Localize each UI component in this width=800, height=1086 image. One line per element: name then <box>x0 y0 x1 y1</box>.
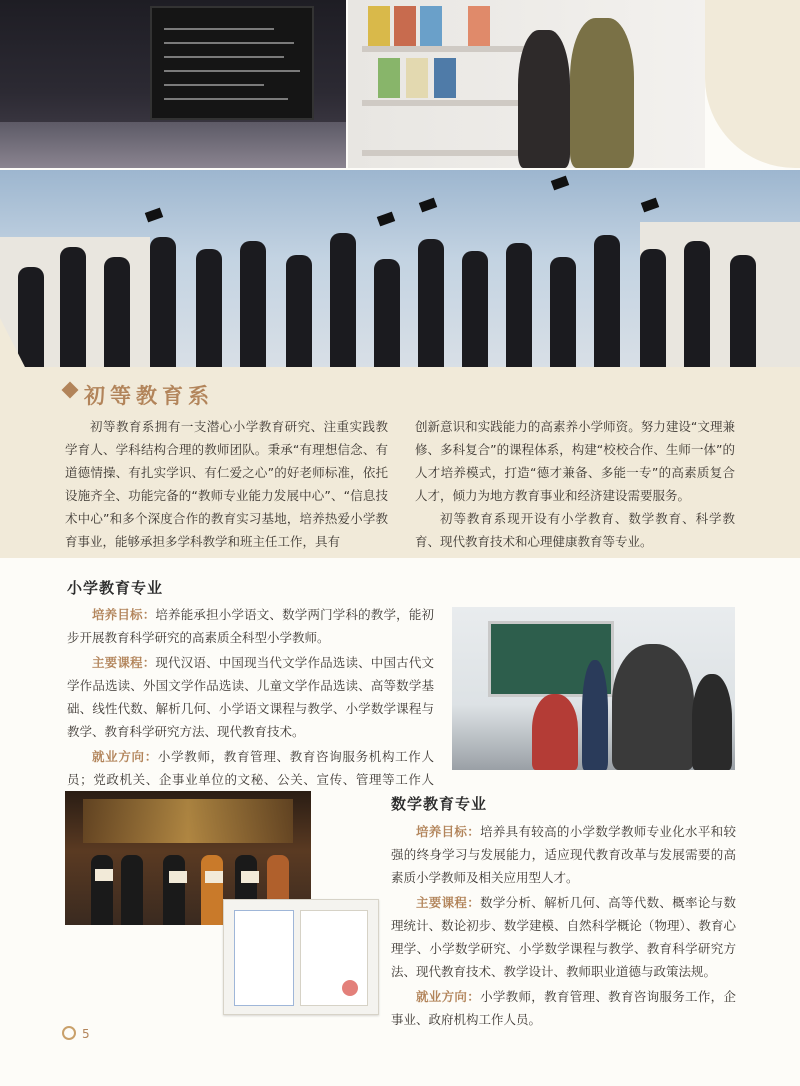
goal-label: 培养目标： <box>416 824 481 839</box>
seal-icon <box>342 980 358 996</box>
audience <box>0 122 346 168</box>
career-label: 就业方向： <box>416 989 481 1004</box>
certificate-cover <box>234 910 294 1006</box>
goal-text: 培养具有较高的小学数学教师专业化水平和较强的终身学习与发展能力，适应现代教育改革与发展需要的高素质小学教师及相关应用型人才。 <box>391 824 736 885</box>
courses-text: 现代汉语、中国现当代文学作品选读、中国古代文学作品选读、外国文学作品选读、儿童文学作品选读、高等数学基础、线性代数、解析几何、小学语文课程与教学、小学数学课程与教学、教育科学研究方法、现代教育技术。 <box>67 655 434 739</box>
career-label: 就业方向： <box>92 749 158 764</box>
page-icon <box>62 1026 76 1040</box>
certificate-page <box>300 910 368 1006</box>
courses-text: 数学分析、解析几何、高等代数、概率论与数理统计、数论初步、数学建模、自然科学概论（物理）、教育心理学、小学数学研究、小学数学课程与教学、教育科学研究方法、现代教育技术、教学设计、教师职业道德与政策法规。 <box>391 895 736 979</box>
courses-label: 主要课程： <box>92 655 156 670</box>
courses-label: 主要课程： <box>416 895 481 910</box>
career-text: 小学教师，教育管理、教育咨询服务机构工作人员；党政机关、企事业单位的文秘、公关、宣传、管理等工作人 <box>67 749 434 787</box>
lecture-photo <box>0 0 346 168</box>
career-text: 小学教师，教育管理、教育咨询服务工作，企事业、政府机构工作人员。 <box>391 989 736 1027</box>
intro-left-column <box>65 415 388 553</box>
page-number: 5 <box>82 1027 90 1041</box>
blackboard <box>150 6 314 120</box>
intro-paragraph: 初等教育系拥有一支潜心小学教育研究、注重实践教学育人、学科结构合理的教师团队。秉承“有理想信念、有道德情操、有扎实学识、有仁爱之心”的好老师标准，依托设施齐全、功能完备的“教师专业能力发展中心”、“信息技术中心”和多个深度合作的教育实习基地，培养热爱小学教育事业，能够承担多学科教学和班主任工作，具有 <box>65 419 388 549</box>
competition-banner <box>83 799 293 843</box>
classroom-photo <box>452 607 735 770</box>
section-title: 初等教育系 <box>84 383 214 408</box>
library-photo <box>348 0 705 168</box>
certificate-photo <box>223 899 379 1015</box>
intro-right-column <box>415 415 735 553</box>
math-education-block <box>391 820 736 1033</box>
page-footer <box>62 1026 90 1041</box>
corner-decoration <box>705 0 800 168</box>
intro-paragraph: 初等教育系现开设有小学教育、数学教育、科学教育、现代教育技术和心理健康教育等专业。 <box>415 511 735 549</box>
goal-text: 培养能承担小学语文、数学两门学科的教学，能初步开展教育科学研究的高素质全科型小学教师。 <box>67 607 434 645</box>
primary-education-block <box>67 603 434 816</box>
corner-decoration-left <box>0 318 28 428</box>
goal-label: 培养目标： <box>92 607 156 622</box>
primary-education-title: 小学教育专业 <box>67 579 164 597</box>
math-education-title: 数学教育专业 <box>391 795 488 813</box>
graduation-photo <box>0 170 800 367</box>
intro-paragraph: 创新意识和实践能力的高素养小学师资。努力建设“文理兼修、多科复合”的课程体系，构建“校校合作、生师一体”的人才培养模式，打造“德才兼备、多能一专”的高素质复合人才，倾力为地方教育事业和经济建设需要服务。 <box>415 419 735 503</box>
